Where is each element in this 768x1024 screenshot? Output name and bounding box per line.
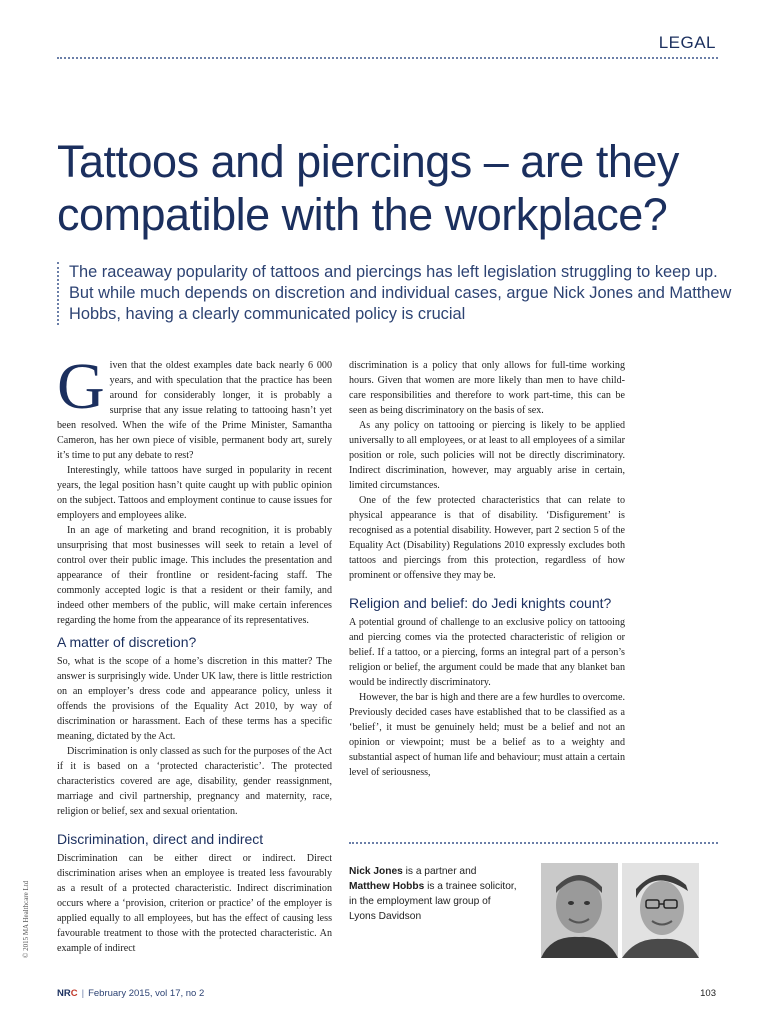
portrait-image (541, 863, 618, 958)
subheading-discrimination: Discrimination, direct and indirect (57, 831, 264, 847)
copyright-notice: © 2015 MA Healthcare Ltd (22, 880, 30, 958)
author-photo-nick-jones (541, 863, 618, 958)
subheading-discretion: A matter of discretion? (57, 634, 197, 650)
body-paragraph: So, what is the scope of a home’s discretion in this matter? The answer is surprisingly wide. Under UK law, there is little restriction on an employer’s dress code and appearance policy, unless it offends the provisions of the Equality Act 2010, by way of discrimination or harassment. Each of these terms has a specific meaning, dictated by the Act. (57, 656, 332, 742)
author-name-2: Matthew Hobbs (349, 881, 425, 892)
journal-name (57, 988, 78, 999)
page-number: 103 (700, 988, 716, 999)
page-footer (57, 988, 716, 999)
body-paragraph: As any policy on tattooing or piercing is likely to be applied universally to all employees, or at least to all employees of a similar position or role, such policies will not be directly discriminatory. Indirect discrimination, however, may arguably arise in certain, limited circumstances. (349, 420, 625, 491)
article-standfirst: The raceaway popularity of tattoos and piercings has left legislation struggling to keep up. But while much depends on discretion and individual cases, argue Nick Jones and Matthew Hobbs, having a clearly communicated policy is crucial (57, 262, 739, 325)
body-paragraph: One of the few protected characteristics that can relate to physical appearance is that of disability. ‘Disfigurement’ is recognised as a potential disability. However, part 2 section 5 of the Equality Act (Disability) Regulations 2010 expressly excludes both tattoos and piercings from this protection, regardless of how prominent or offensive they may be. (349, 495, 625, 581)
author-role-1: is a partner and (402, 866, 477, 877)
body-paragraph: Interestingly, while tattoos have surged in popularity in recent years, the legal position hasn’t quite caught up with public opinion on the subject. Tattoos and employment continue to cause issues for employers and employees alike. (57, 465, 332, 521)
portrait-image (622, 863, 699, 958)
section-label: LEGAL (658, 33, 716, 52)
body-column-left (57, 350, 332, 956)
author-name-1: Nick Jones (349, 866, 403, 877)
body-paragraph: Discrimination can be either direct or indirect. Direct discrimination arises when an employee is treated less favourably as a result of a protected characteristic. Indirect discrimination occurs where a ‘provision, criterion or practice’ of the employer is applied equally to all employees, but has the effect of causing less favourable treatment to those with the protected characteristic. An example of indirect (57, 853, 332, 954)
body-paragraph: Discrimination is only classed as such for the purposes of the Act if it is based on a ‘protected characteristic’. The protected characteristics covered are age, disability, gender reassignment, marriage and civil partnership, pregnancy and maternity, race, religion or belief, sex and sexual orientation. (57, 746, 332, 817)
body-paragraph: A potential ground of challenge to an exclusive policy on tattooing and piercing comes via the protected characteristic of religion or belief. If a tattoo, or a piercing, forms an integral part of a person’s religion or belief, the argument could be made that any blanket ban would be indirectly discriminatory. (349, 617, 625, 688)
drop-cap: G (57, 350, 105, 423)
body-paragraph: However, the bar is high and there are a few hurdles to overcome. Previously decided cases have established that to be classified as a ‘belief’, it must be genuinely held; must be a belief and not an opinion or viewpoint; must be a belief as to a weighty and substantial aspect of human life and behaviour; must attain a certain level of seriousness, (349, 692, 625, 778)
author-bio (349, 864, 519, 924)
body-paragraph: discrimination is a policy that only allows for full-time working hours. Given that women are more likely than men to have child-care responsibilities and therefore to work part-time, this can be seen as being discriminatory on the basis of sex. (349, 360, 625, 416)
journal-name-prefix: NR (57, 988, 71, 999)
body-column-right (349, 358, 625, 780)
author-photo-matthew-hobbs (622, 863, 699, 958)
authors-dotted-rule (349, 842, 718, 844)
intro-paragraph (57, 350, 332, 463)
footer-separator: | (81, 988, 85, 999)
subheading-religion: Religion and belief: do Jedi knights count? (349, 595, 612, 611)
journal-name-suffix: C (70, 988, 78, 999)
intro-text: iven that the oldest examples date back nearly 6 000 years, and with speculation that the practice has been around for considerably longer, it is probably a surprise that any issue relating to tattooing hasn’t yet been resolved. When the wife of the Prime Minister, Samantha Cameron, has her own piece of visible, permanent body art, surely it’s time to put any debate to rest? (57, 360, 332, 461)
article-headline: Tattoos and piercings – are they compatible with the workplace? (57, 136, 679, 240)
issue-info: February 2015, vol 17, no 2 (88, 988, 205, 999)
body-paragraph: In an age of marketing and brand recognition, it is probably unsurprising that most businesses will seek to retain a level of control over their public image. This includes the presentation and appearance of their frontline or resident-facing staff. The commonly accepted logic is that a resident or their family, and indeed other members of the public, will make certain inferences regarding the home from the appearance of its representatives. (57, 525, 332, 626)
author-role-2: is a trainee solicitor, in the employment law group of Lyons Davidson (349, 881, 517, 922)
top-dotted-rule (57, 57, 718, 59)
